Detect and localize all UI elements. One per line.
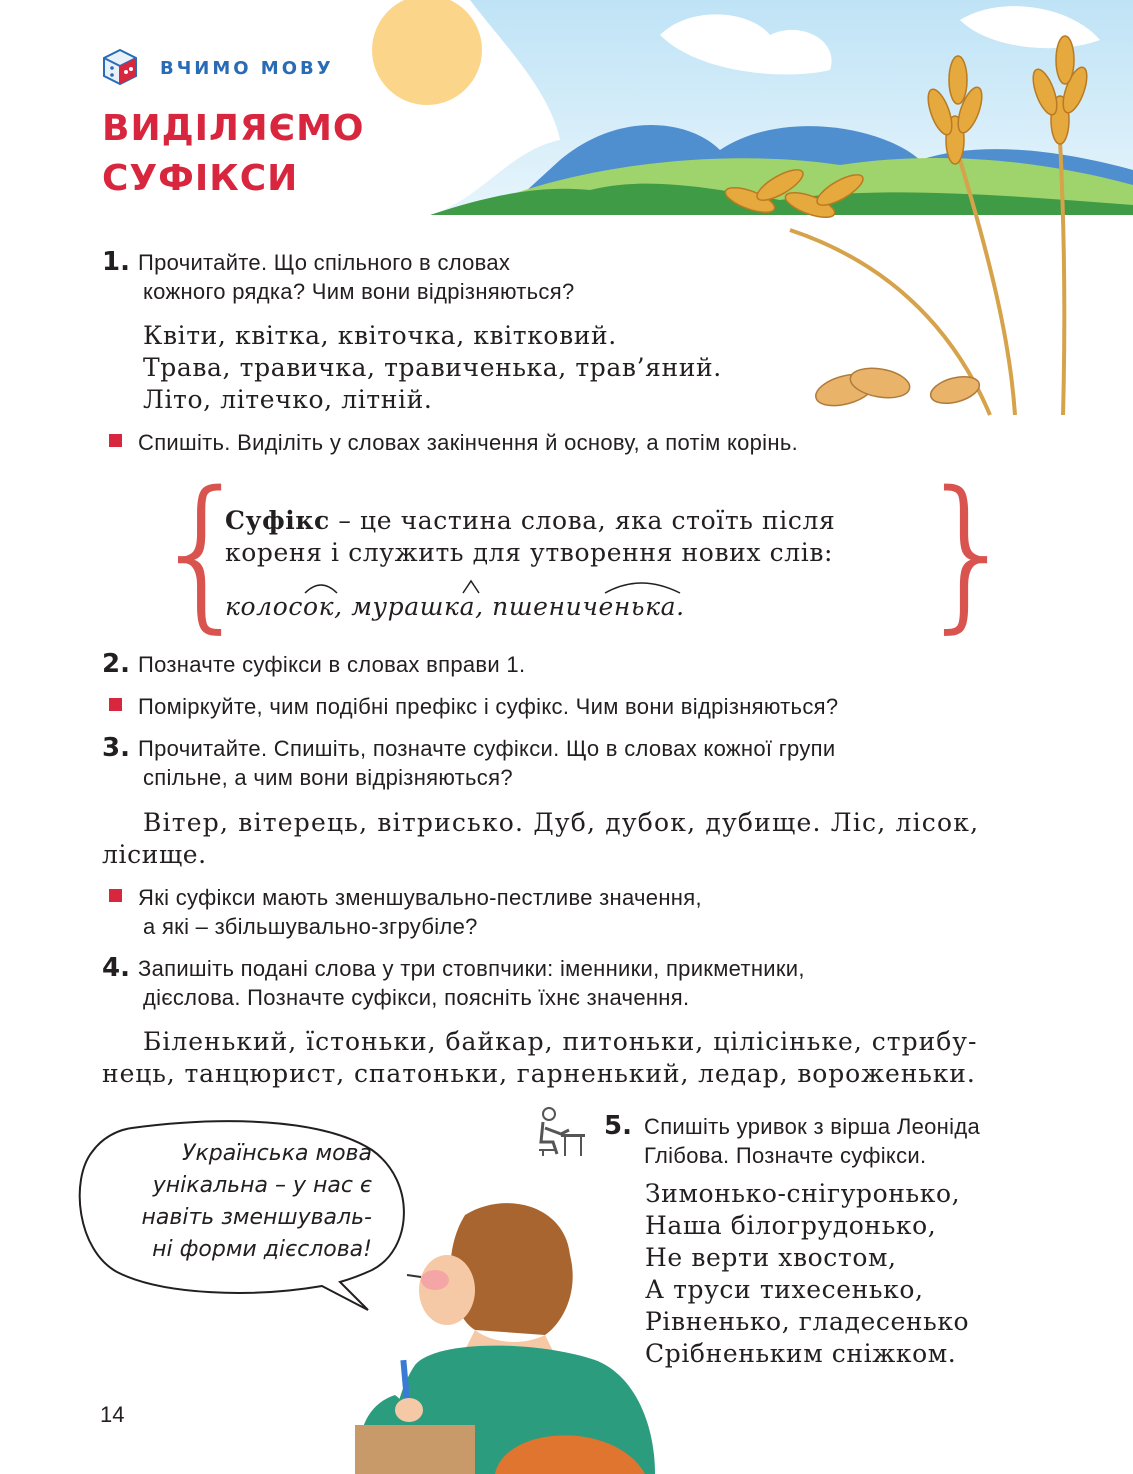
exercise-3-task: Які суфікси мають зменшувально-пестливе значення, а які – збільшувально-згрубіле?: [138, 885, 702, 939]
writing-at-desk-icon: [535, 1106, 587, 1158]
poem-line: Наша білогрудонько,: [645, 1211, 937, 1240]
rule-definition: Суфікс – це частина слова, яка стоїть після кореня і служить для утворення нових слів: колосок, мурашка, пшениченька.: [225, 506, 836, 621]
dice-cube-icon: [102, 48, 138, 86]
exercise-1-text: [143, 320, 722, 416]
boy-illustration: [355, 1195, 655, 1474]
suffix-arc-marks: [225, 575, 725, 597]
rule-examples: колосок, мурашка, пшениченька.: [225, 592, 685, 621]
exercise-5-number: 5.: [604, 1111, 632, 1141]
rule-term: Суфікс: [225, 506, 330, 535]
poem-line: А труси тихесенько,: [645, 1275, 924, 1304]
text-line: Квіти, квітка, квіточка, квітковий.: [143, 321, 617, 350]
task-marker: [109, 889, 122, 902]
text-line: Літо, літечко, літній.: [143, 385, 433, 414]
page-number: 14: [100, 1402, 125, 1427]
page-title: [102, 104, 365, 204]
exercise-1-number: 1.: [102, 247, 130, 277]
left-brace: {: [150, 456, 255, 648]
brand-label: ВЧИМО МОВУ: [160, 58, 334, 79]
exercise-1-instruction: Прочитайте. Що спільного в словах кожного рядка? Чим вони відрізняються?: [138, 250, 575, 304]
speech-bubble-text: Українська мова унікальна – у нас є навіть зменшуваль- ні форми дієслова!: [141, 1141, 372, 1262]
poem-line: Рівненько, гладесенько: [645, 1307, 970, 1336]
exercise-3-number: 3.: [102, 733, 130, 763]
right-brace: }: [916, 456, 1021, 648]
exercise-5-instruction: Спишіть уривок з вірша Леоніда Глібова. Позначте суфікси.: [644, 1114, 980, 1168]
exercise-4-number: 4.: [102, 953, 130, 983]
exercise-4-instruction: Запишіть подані слова у три стовпчики: іменники, прикметники, дієслова. Позначте суфікси, поясніть їхнє значення.: [138, 956, 805, 1010]
poem-line: Срібненьким сніжком.: [645, 1339, 957, 1368]
exercise-3-text: Вітер, вітерець, вітрисько. Дуб, дубок, дубище. Ліс, лісок, лісище.: [102, 808, 980, 869]
task-marker: [109, 698, 122, 711]
exercise-4-text: Біленький, їстоньки, байкар, питоньки, цілісіньке, стрибу- нець, танцюрист, спатоньки, гарненький, ледар, вороженьки.: [102, 1027, 978, 1088]
exercise-2-instruction: Позначте суфікси в словах вправи 1.: [138, 652, 526, 677]
title-line-2: СУФІКСИ: [102, 158, 299, 199]
exercise-2-task: Поміркуйте, чим подібні префікс і суфікс. Чим вони відрізняються?: [138, 694, 839, 719]
poem: [645, 1178, 969, 1370]
text-line: Трава, травичка, травиченька, трав’яний.: [143, 353, 722, 382]
exercise-1-task: Спишіть. Виділіть у словах закінчення й основу, а потім корінь.: [138, 430, 798, 455]
task-marker: [109, 434, 122, 447]
title-line-1: ВИДІЛЯЄМО: [102, 108, 365, 149]
poem-line: Не верти хвостом,: [645, 1243, 897, 1272]
exercise-2-number: 2.: [102, 649, 130, 679]
poem-line: Зимонько-снігуронько,: [645, 1179, 961, 1208]
exercise-3-instruction: Прочитайте. Спишіть, позначте суфікси. Що в словах кожної групи спільне, а чим вони відрізняються?: [138, 736, 836, 790]
